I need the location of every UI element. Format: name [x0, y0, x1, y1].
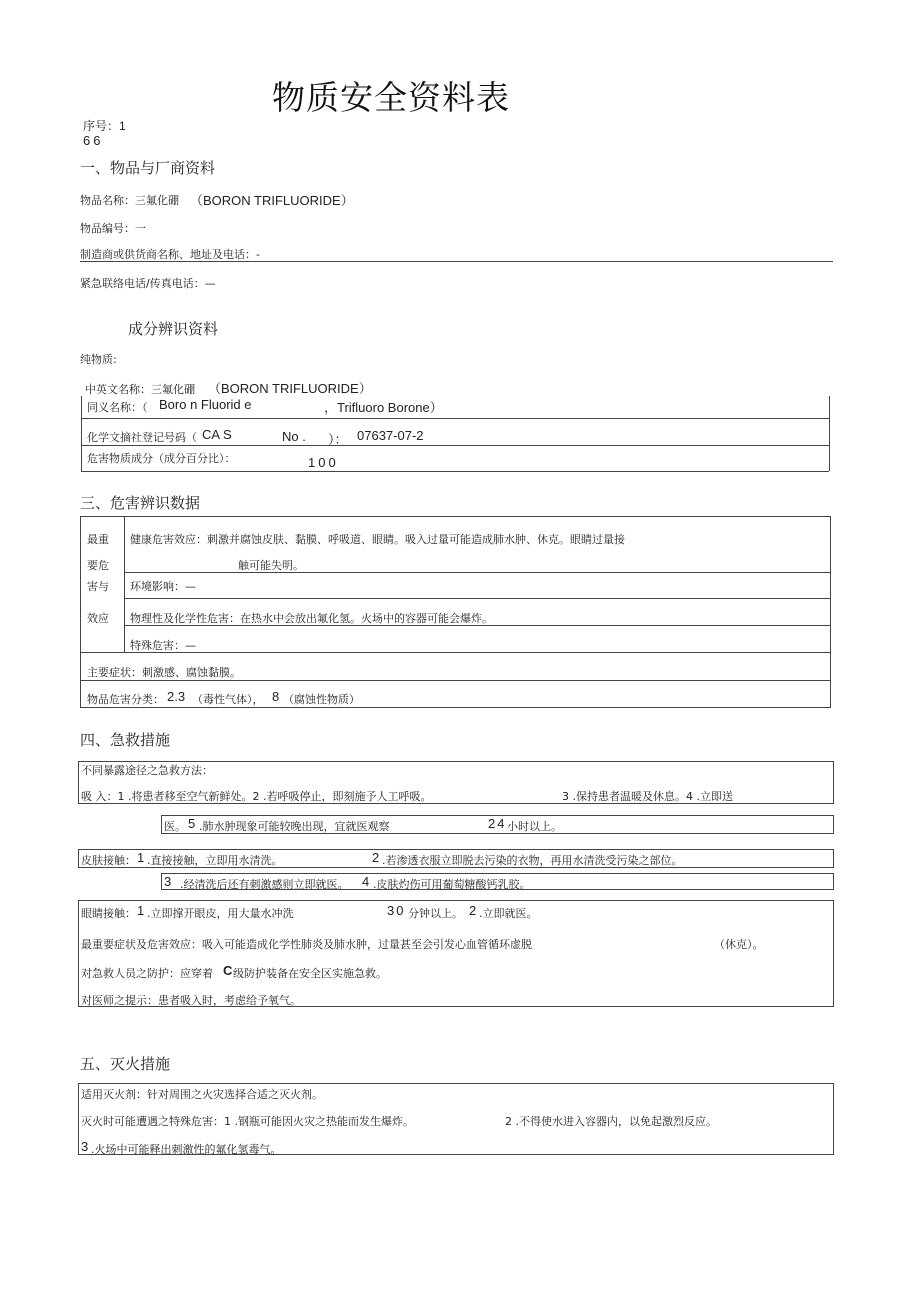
inhalation-c5: 小时以上。: [507, 820, 562, 833]
hazard-class-d: （腐蚀性物质）: [283, 693, 360, 706]
skin-c2: .经清洗后还有刺激感则立即就医。: [180, 878, 349, 891]
health-effect-cont: 触可能失明。: [238, 559, 304, 572]
inhalation-c4: 24: [488, 816, 507, 831]
side-label-2: 要危: [87, 559, 109, 572]
physical-chemical-hazard: 物理性及化学性危害：在热水中会放出氟化氢。火场中的容器可能会爆炸。: [130, 612, 493, 625]
section4-heading: 四、急救措施: [80, 731, 171, 749]
section3-heading: 三、危害辨识数据: [80, 494, 201, 512]
cas-value: 07637-07-2: [357, 428, 424, 443]
table-border: [81, 445, 829, 446]
section5-heading: 五、灭火措施: [80, 1055, 171, 1073]
item-code: 物品编号：一: [80, 222, 146, 235]
side-label-1: 最重: [87, 533, 109, 546]
side-label-3: 害与: [87, 580, 109, 593]
hazard-component-value: 100: [308, 455, 339, 470]
fire-special-hazard-a: 灭火时可能遭遇之特殊危害：1 .钢瓶可能因火灾之热能而发生爆炸。: [81, 1115, 414, 1128]
table-border: [81, 471, 829, 472]
divider-line: [80, 261, 833, 262]
eye-b2: 分钟以上。: [408, 907, 463, 920]
cas-b: No .: [282, 429, 306, 444]
inhalation-c3: .肺水肿现象可能较晚出现，宜就医观察: [199, 820, 390, 833]
item-name-en: （BORON TRIFLUORIDE）: [190, 193, 354, 208]
fire-special-hazard-b: 2 .不得使水进入容器内，以免起激烈反应。: [505, 1115, 717, 1128]
table-border: [81, 396, 82, 471]
health-effect: 健康危害效应：刺激并腐蚀皮肤、黏膜、呼吸道、眼睛。吸入过量可能造成肺水肿、休克。眼睛过量接: [130, 533, 625, 546]
rescuer-protection-c: 级防护装备在安全区实施急救。: [233, 967, 387, 980]
skin-c1: 3: [164, 874, 172, 889]
inhalation-c1: 医。: [164, 820, 186, 833]
eye-a3: .立即撑开眼皮，用大量水冲洗: [147, 907, 294, 920]
table-border: [829, 396, 830, 471]
fire-special-hazard-c2: .火场中可能释出刺激性的氟化氢毒气。: [91, 1143, 282, 1156]
eye-b4: .立即就医。: [479, 907, 538, 920]
synonym-b: ，Trifluoro Borone）: [324, 400, 443, 415]
skin-b1: 2: [372, 850, 380, 865]
table-border: [81, 418, 829, 419]
skin-c4: .皮肤灼伤可用葡萄糖酸钙乳胶。: [373, 878, 531, 891]
hazard-component-label: 危害物质成分（成分百分比）：: [87, 452, 236, 465]
important-symptoms-b: （休克）。: [714, 938, 764, 951]
hazard-class-label: 物品危害分类：: [87, 693, 164, 706]
serial-value: 66: [83, 133, 104, 148]
inhalation-c2: 5: [188, 816, 196, 831]
environment-effect: 环境影响：—: [130, 580, 196, 593]
hazard-class-a: 2.3: [167, 689, 186, 704]
special-hazard: 特殊危害：—: [130, 639, 196, 652]
eye-b1: 30: [387, 903, 406, 918]
cas-a: CA S: [202, 427, 232, 442]
cn-en-name-en: （BORON TRIFLUORIDE）: [208, 381, 372, 396]
table-border: [124, 598, 831, 599]
cas-c: ）：: [328, 432, 348, 447]
inhalation-b: 3 .保持患者温暖及休息。4 .立即送: [562, 790, 733, 803]
maker-info: 制造商或供货商名称、地址及电话：-: [80, 248, 260, 261]
skin-a1: 皮肤接触：: [81, 854, 136, 867]
eye-b3: 2: [469, 903, 477, 918]
doctor-notice: 对医师之提示：患者吸入时，考虑给予氧气。: [81, 994, 301, 1007]
eye-a2: 1: [137, 903, 145, 918]
hazard-class-c: 8: [272, 689, 280, 704]
main-symptom: 主要症状：刺激感、腐蚀黏膜。: [87, 666, 241, 679]
synonym-label: 同义名称：（: [87, 401, 148, 414]
table-border: [80, 680, 831, 681]
synonym-a: Boro n Fluorid e: [159, 397, 252, 412]
hazard-class-b: （毒性气体），: [192, 693, 264, 706]
rescuer-protection-a: 对急救人员之防护：应穿着: [81, 967, 213, 980]
serial-label: 序号：1: [83, 119, 126, 133]
cn-en-name-label: 中英文名称：三氟化硼: [85, 383, 195, 396]
skin-a2: 1: [137, 850, 145, 865]
section2-heading: 成分辨识资料: [128, 320, 219, 338]
section1-heading: 一、物品与厂商资料: [80, 159, 216, 177]
page-title: 物质安全资料表: [272, 78, 510, 117]
important-symptoms: 最重要症状及危害效应：吸入可能造成化学性肺炎及肺水肿，过量甚至会引发心血管循环虚脱: [81, 938, 532, 951]
rescuer-protection-b: C: [223, 963, 233, 978]
side-label-4: 效应: [87, 612, 109, 625]
fire-special-hazard-c1: 3: [81, 1139, 89, 1154]
skin-b2: .若渗透衣服立即脱去污染的衣物，再用水清洗受污染之部位。: [382, 854, 683, 867]
item-name-label: 物品名称：三氟化硼: [80, 194, 179, 207]
inhalation-a: 吸 入：1 .将患者移至空气新鲜处。2 .若呼吸停止，即刻施予人工呼吸。: [81, 790, 432, 803]
table-border: [124, 516, 125, 652]
extinguishing-agent: 适用灭火剂：针对周围之火灾选择合适之灭火剂。: [81, 1088, 323, 1101]
cas-label: 化学文摘社登记号码（: [87, 431, 197, 444]
pure-substance: 纯物质:: [80, 353, 117, 366]
table-border: [124, 572, 831, 573]
skin-a3: .直接接触，立即用水清洗。: [147, 854, 283, 867]
exposure-routes: 不同暴露途径之急救方法：: [81, 764, 213, 777]
eye-a1: 眼睛接触：: [81, 907, 136, 920]
skin-c3: 4: [362, 874, 370, 889]
emergency-contact: 紧急联络电话/传真电话：—: [80, 277, 216, 290]
